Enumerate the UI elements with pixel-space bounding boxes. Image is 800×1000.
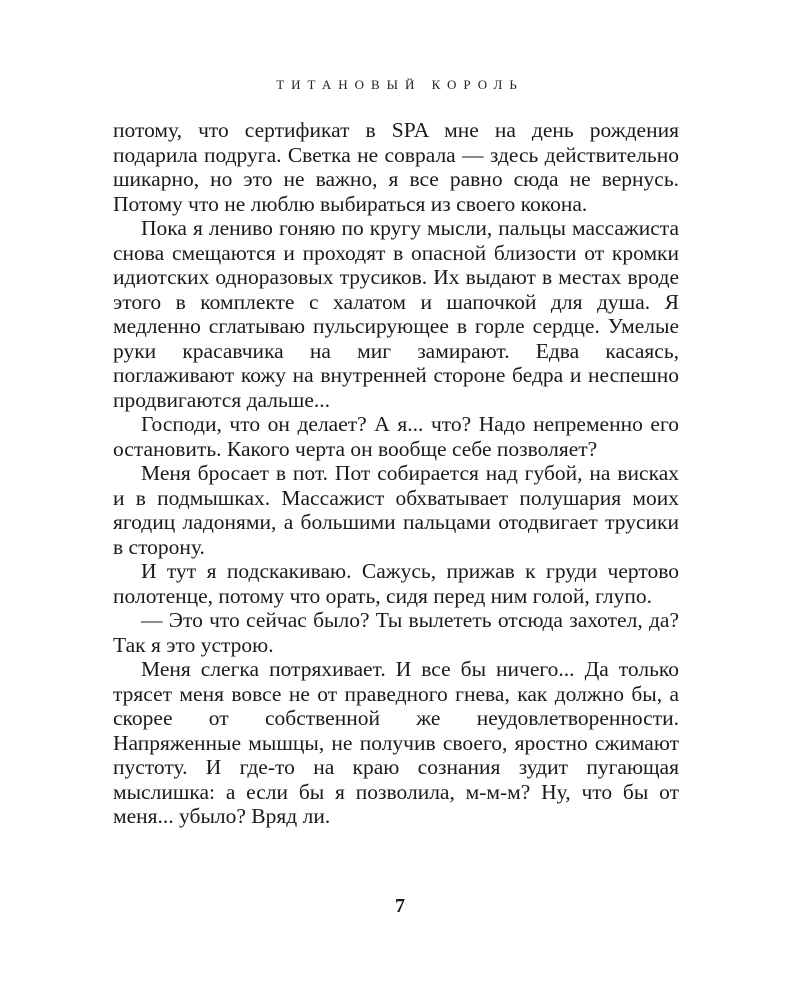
- paragraph: И тут я подскакиваю. Сажусь, прижав к груди чертово полотенце, потому что орать, сидя перед ним голой, глупо.: [113, 559, 679, 608]
- paragraph: Пока я лениво гоняю по кругу мысли, пальцы массажиста снова смещаются и проходят в опасной близости от кромки идиотских одноразовых трусиков. Их выдают в местах вроде этого в комплекте с халатом и шапочкой для душа. Я медленно сглатываю пульсирующее в горле сердце. Умелые руки красавчика на миг замирают. Едва касаясь, поглаживают кожу на внутренней стороне бедра и неспешно продвигаются дальше...: [113, 216, 679, 412]
- paragraph: — Это что сейчас было? Ты вылететь отсюда захотел, да? Так я это устрою.: [113, 608, 679, 657]
- page-number: 7: [395, 895, 405, 917]
- paragraph: Господи, что он делает? А я... что? Надо непременно его остановить. Какого черта он вообще себе позволяет?: [113, 412, 679, 461]
- running-head-title: ТИТАНОВЫЙ КОРОЛЬ: [276, 77, 524, 92]
- body-text: [113, 118, 679, 829]
- paragraph: Меня бросает в пот. Пот собирается над губой, на висках и в подмышках. Массажист обхватывает полушария моих ягодиц ладонями, а большими пальцами отодвигает трусики в сторону.: [113, 461, 679, 559]
- paragraph: потому, что сертификат в SPA мне на день рождения подарила подруга. Светка не соврала — здесь действительно шикарно, но это не важно, я все равно сюда не вернусь. Потому что не люблю выбираться из своего кокона.: [113, 118, 679, 216]
- paragraph: Меня слегка потряхивает. И все бы ничего... Да только трясет меня вовсе не от праведного гнева, как должно бы, а скорее от собственной же неудовлетворенности. Напряженные мышцы, не получив своего, яростно сжимают пустоту. И где-то на краю сознания зудит пугающая мыслишка: а если бы я позволила, м-м-м? Ну, что бы от меня... убыло? Вряд ли.: [113, 657, 679, 828]
